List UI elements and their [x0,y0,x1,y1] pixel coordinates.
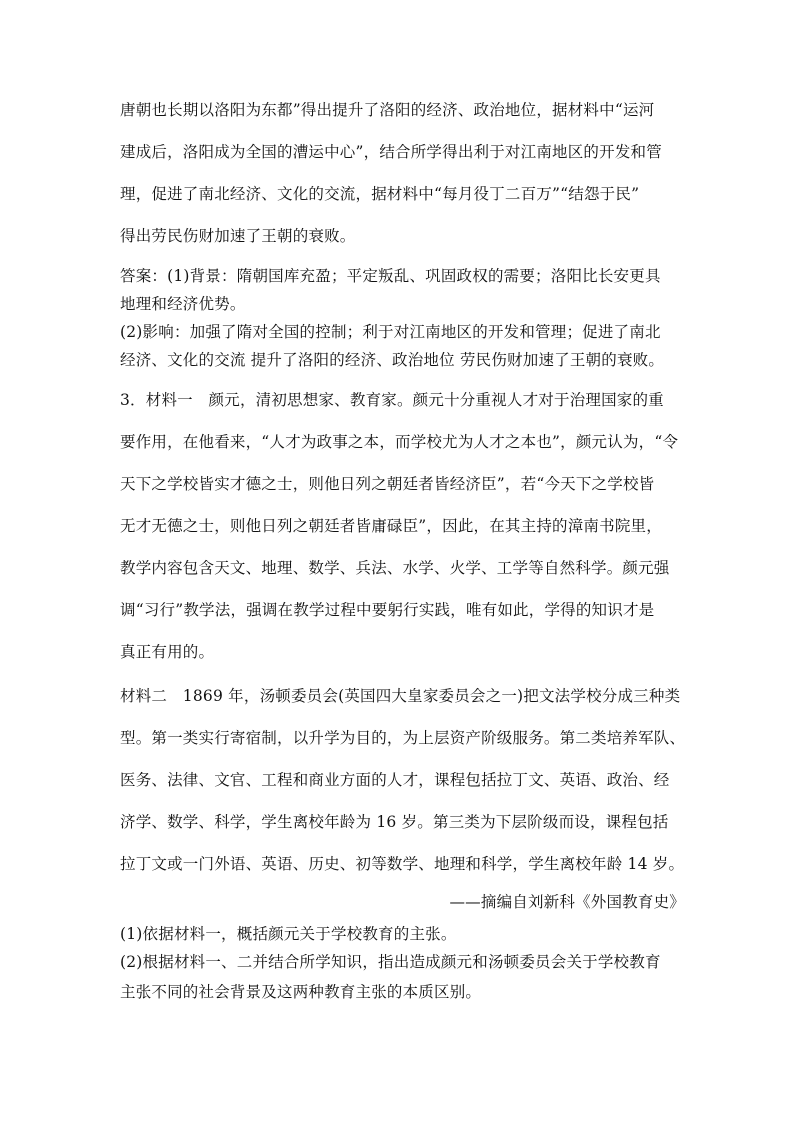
source-citation: ——摘编自刘新科《外国教育史》 [449,893,685,911]
material-one-line: 无才无德之士，则他日列之朝廷者皆庸碌臣”，因此，在其主持的漳南书院里， [120,517,662,535]
answer-line: 答案：(1)背景：隋朝国库充盈；平定叛乱、巩固政权的需要；洛阳比长安更具 [120,267,661,285]
material-one-line: 真正有用的。 [120,643,215,661]
material-one-line: 3．材料一 颜元，清初思想家、教育家。颜元十分重视人才对于治理国家的重 [120,391,664,409]
material-two-line: 拉丁文或一门外语、英语、历史、初等数学、地理和科学，学生离校年龄 14 岁。 [120,855,685,873]
question-line: 主张不同的社会背景及这两种教育主张的本质区别。 [120,983,482,1001]
text-line: 建成后，洛阳成为全国的漕运中心”，结合所学得出利于对江南地区的开发和管 [120,143,662,161]
question-line: (2)根据材料一、二并结合所学知识，指出造成颜元和汤顿委员会关于学校教育 [120,953,661,971]
text-line: 得出劳民伤财加速了王朝的衰败。 [120,227,356,245]
material-two-line: 型。第一类实行寄宿制，以升学为目的，为上层资产阶级服务。第二类培养军队、 [120,729,686,747]
text-line: 唐朝也长期以洛阳为东都”得出提升了洛阳的经济、政治地位，据材料中“运河 [120,101,655,119]
answer-line: 地理和经济优势。 [120,295,246,313]
answer-line: 经济、文化的交流 提升了洛阳的经济、政治地位 劳民伤财加速了王朝的衰败。 [120,351,665,369]
text-line: 理，促进了南北经济、文化的交流，据材料中“每月役丁二百万”“结怨于民” [120,185,640,203]
material-two-line: 材料二 1869 年，汤顿委员会(英国四大皇家委员会之一)把文法学校分成三种类 [120,687,681,705]
material-two-line: 医务、法律、文官、工程和商业方面的人才，课程包括拉丁文、英语、政治、经 [120,771,670,789]
material-one-line: 要作用，在他看来，“人才为政事之本，而学校尤为人才之本也”，颜元认为，“令 [120,433,679,451]
material-one-line: 调“习行”教学法，强调在教学过程中要躬行实践，唯有如此，学得的知识才是 [120,601,655,619]
material-one-line: 教学内容包含天文、地理、数学、兵法、水学、火学、工学等自然科学。颜元强 [120,559,670,577]
question-line: (1)依据材料一，概括颜元关于学校教育的主张。 [120,925,457,943]
material-two-line: 济学、数学、科学，学生离校年龄为 16 岁。第三类为下层阶级而设，课程包括 [120,813,669,831]
material-one-line: 天下之学校皆实才德之士，则他日列之朝廷者皆经济臣”，若“今天下之学校皆 [120,475,655,493]
answer-line: (2)影响：加强了隋对全国的控制；利于对江南地区的开发和管理；促进了南北 [120,323,661,341]
